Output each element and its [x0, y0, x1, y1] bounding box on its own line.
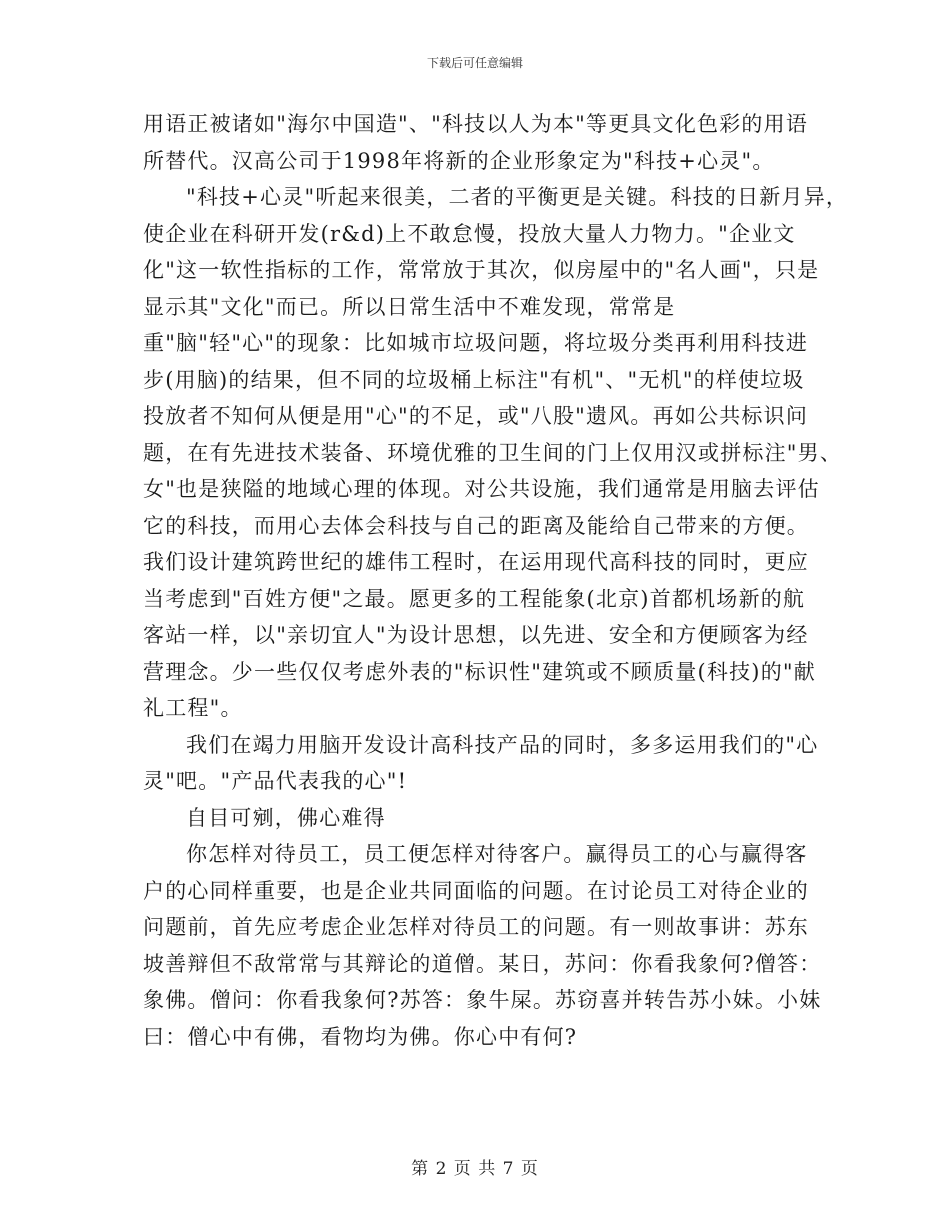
text-line: 女"也是狭隘的地域心理的体现。对公共设施，我们通常是用脑去评估: [143, 477, 820, 501]
text-line: 步(用脑)的结果，但不同的垃圾桶上标注"有机"、"无机"的样使垃圾: [143, 367, 805, 392]
text-line: 显示其"文化"而已。所以日常生活中不难发现，常常是: [143, 294, 676, 319]
text-line: 题，在有先进技术装备、环境优雅的卫生间的门上仅用汉或拼标注"男、: [143, 440, 843, 465]
text-line: 所替代。汉高公司于1998年将新的企业形象定为"科技+心灵"。: [143, 148, 775, 173]
text-line: 自目可剜，佛心难得: [186, 805, 386, 830]
text-line: 重"脑"轻"心"的现象：比如城市垃圾问题，将垃圾分类再利用科技进: [143, 331, 809, 355]
text-line: 我们在竭力用脑开发设计高科技产品的同时，多多运用我们的"心: [186, 732, 819, 757]
text-line: 我们设计建筑跨世纪的雄伟工程时，在运用现代高科技的同时，更应: [143, 550, 809, 574]
document-body: [143, 106, 849, 1055]
text-line: 问题前，首先应考虑企业怎样对待员工的问题。有一则故事讲：苏东: [143, 915, 809, 939]
text-line: 用语正被诸如"海尔中国造"、"科技以人为本"等更具文化色彩的用语: [143, 112, 809, 136]
text-line: 礼工程"。: [143, 696, 243, 720]
text-line: 当考虑到"百姓方便"之最。愿更多的工程能象(北京)首都机场新的航: [143, 586, 806, 611]
text-line: 坡善辩但不敌常常与其辩论的道僧。某日，苏问：你看我象何?僧答：: [143, 951, 822, 976]
text-line: 你怎样对待员工，员工便怎样对待客户。赢得员工的心与赢得客: [186, 842, 808, 866]
text-line: 曰：僧心中有佛，看物均为佛。你心中有何?: [143, 1024, 578, 1049]
text-line: 客站一样，以"亲切宜人"为设计思想，以先进、安全和方便顾客为经: [143, 623, 809, 647]
text-line: 它的科技，而用心去体会科技与自己的距离及能给自己带来的方便。: [143, 513, 809, 538]
text-line: "科技+心灵"听起来很美，二者的平衡更是关键。科技的日新月异，: [186, 185, 849, 209]
text-line: 灵"吧。"产品代表我的心"!: [143, 769, 408, 793]
text-line: 户的心同样重要，也是企业共同面临的问题。在讨论员工对待企业的: [143, 878, 809, 903]
text-line: 投放者不知何从便是用"心"的不足，或"八股"遗风。再如公共标识问: [143, 404, 809, 428]
page-footer: 第 2 页 共 7 页: [411, 1159, 539, 1179]
page-header: 下载后可任意编辑: [426, 56, 523, 70]
text-line: 象佛。僧问：你看我象何?苏答：象牛屎。苏窃喜并转告苏小妹。小妹: [143, 988, 822, 1012]
text-line: 化"这一软性指标的工作，常常放于其次，似房屋中的"名人画"，只是: [143, 258, 820, 282]
text-line: 营理念。少一些仅仅考虑外表的"标识性"建筑或不顾质量(科技)的"献: [143, 659, 816, 684]
text-line: 使企业在科研开发(r&d)上不敢怠慢，投放大量人力物力。"企业文: [143, 221, 796, 246]
